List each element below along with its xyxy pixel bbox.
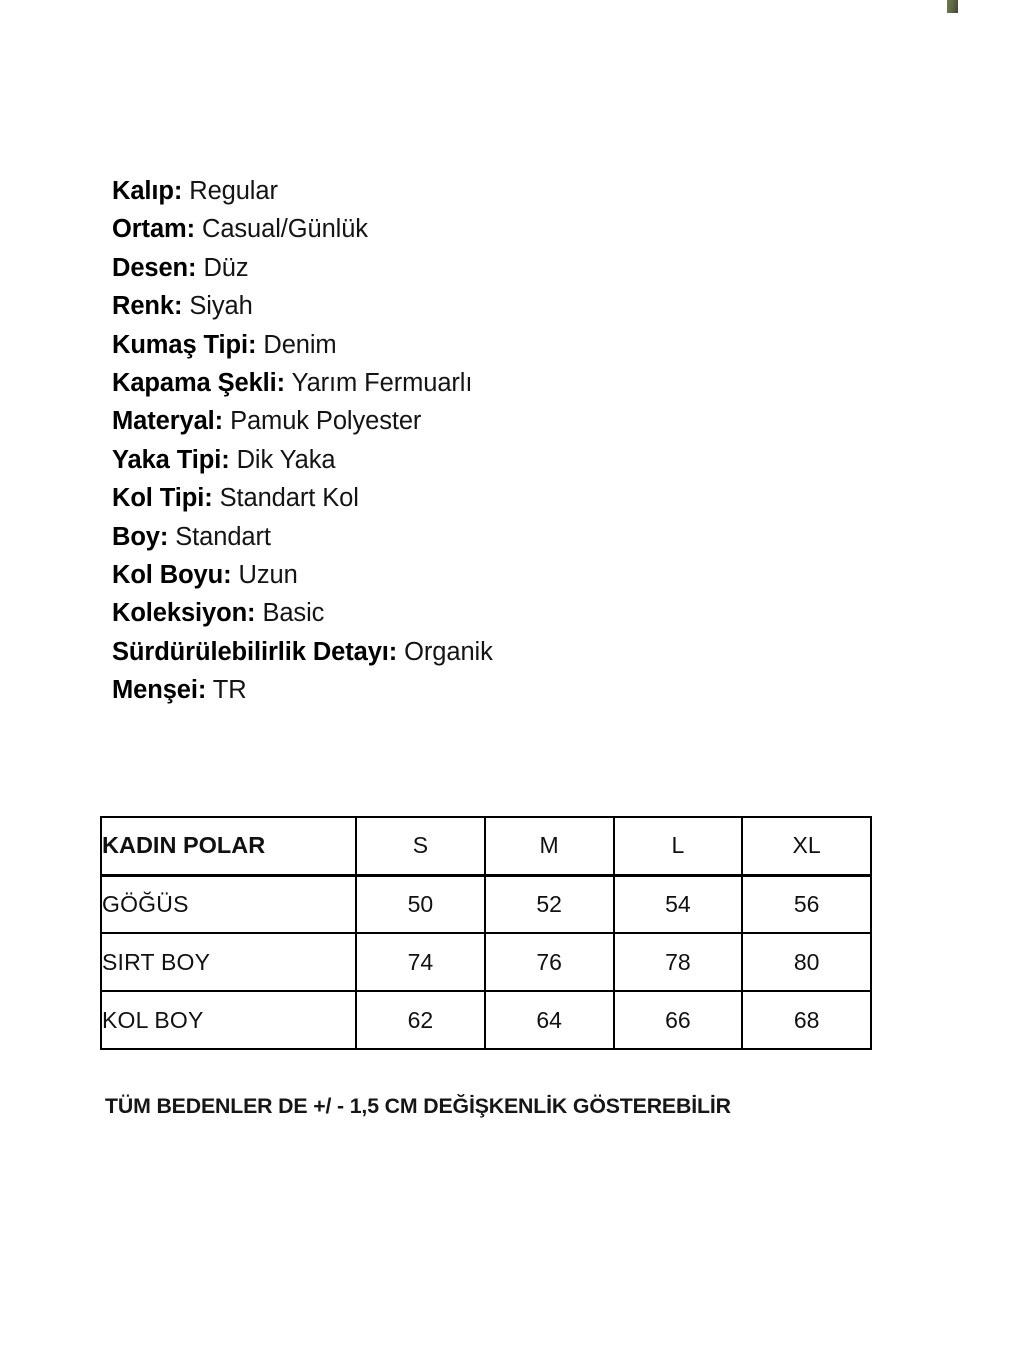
- size-chart: [100, 816, 870, 1050]
- spec-label: Boy:: [112, 522, 169, 551]
- size-column-header-m: M: [485, 817, 614, 875]
- measure-value-s: 50: [356, 875, 485, 933]
- spec-value: TR: [212, 676, 247, 705]
- spec-label: Renk:: [112, 292, 183, 321]
- spec-label: Kapama Şekli:: [112, 369, 286, 398]
- measure-value-m: 64: [485, 991, 614, 1049]
- spec-row: [112, 249, 872, 287]
- spec-label: Kol Boyu:: [112, 561, 232, 590]
- measure-value-l: 78: [614, 933, 743, 991]
- spec-value: Basic: [262, 599, 325, 628]
- size-chart-title: KADIN POLAR: [101, 817, 356, 875]
- product-specification-list: [112, 172, 872, 710]
- measure-value-l: 66: [614, 991, 743, 1049]
- measure-value-m: 76: [485, 933, 614, 991]
- measure-label: KOL BOY: [101, 991, 356, 1049]
- spec-value: Standart Kol: [219, 484, 359, 513]
- measure-value-m: 52: [485, 875, 614, 933]
- spec-value: Düz: [203, 253, 249, 282]
- spec-value: Casual/Günlük: [202, 215, 368, 244]
- spec-row: [112, 287, 872, 325]
- size-chart-body: [101, 875, 871, 1049]
- table-row: [101, 933, 871, 991]
- spec-value: Yarım Fermuarlı: [291, 369, 473, 398]
- size-column-header-s: S: [356, 817, 485, 875]
- spec-label: Ortam:: [112, 215, 195, 244]
- measure-value-s: 74: [356, 933, 485, 991]
- spec-row: [112, 556, 872, 594]
- spec-row: [112, 518, 872, 556]
- measure-value-s: 62: [356, 991, 485, 1049]
- table-row: [101, 991, 871, 1049]
- spec-label: Kumaş Tipi:: [112, 330, 257, 359]
- spec-label: Sürdürülebilirlik Detayı:: [112, 637, 398, 666]
- measure-value-xl: 68: [742, 991, 871, 1049]
- spec-row: [112, 326, 872, 364]
- spec-row: [112, 364, 872, 402]
- scan-artifact: [947, 0, 958, 13]
- table-row: [101, 875, 871, 933]
- spec-row: [112, 479, 872, 517]
- spec-label: Desen:: [112, 253, 197, 282]
- size-chart-head: [101, 817, 871, 875]
- spec-label: Menşei:: [112, 676, 207, 705]
- measure-value-xl: 80: [742, 933, 871, 991]
- spec-row: [112, 172, 872, 210]
- spec-row: [112, 633, 872, 671]
- size-chart-table: [100, 816, 872, 1050]
- spec-row: [112, 210, 872, 248]
- spec-row: [112, 594, 872, 632]
- spec-row: [112, 402, 872, 440]
- spec-row: [112, 441, 872, 479]
- spec-label: Koleksiyon:: [112, 599, 256, 628]
- spec-value: Siyah: [189, 292, 253, 321]
- spec-value: Dik Yaka: [236, 445, 336, 474]
- spec-label: Kalıp:: [112, 177, 183, 205]
- table-header-row: [101, 817, 871, 875]
- spec-label: Yaka Tipi:: [112, 445, 230, 474]
- spec-row: [112, 671, 872, 709]
- spec-value: Standart: [175, 522, 271, 551]
- measure-label: SIRT BOY: [101, 933, 356, 991]
- size-chart-note: TÜM BEDENLER DE +/ - 1,5 CM DEĞİŞKENLİK GÖSTEREBİLİR: [105, 1094, 731, 1119]
- spec-value: Uzun: [238, 561, 298, 590]
- spec-label: Materyal:: [112, 407, 224, 436]
- spec-value: Organik: [404, 637, 493, 666]
- spec-value: Regular: [189, 177, 278, 205]
- measure-value-l: 54: [614, 875, 743, 933]
- size-column-header-l: L: [614, 817, 743, 875]
- size-column-header-xl: XL: [742, 817, 871, 875]
- spec-label: Kol Tipi:: [112, 484, 213, 513]
- spec-value: Pamuk Polyester: [230, 407, 422, 436]
- spec-value: Denim: [263, 330, 337, 359]
- measure-label: GÖĞÜS: [101, 875, 356, 933]
- measure-value-xl: 56: [742, 875, 871, 933]
